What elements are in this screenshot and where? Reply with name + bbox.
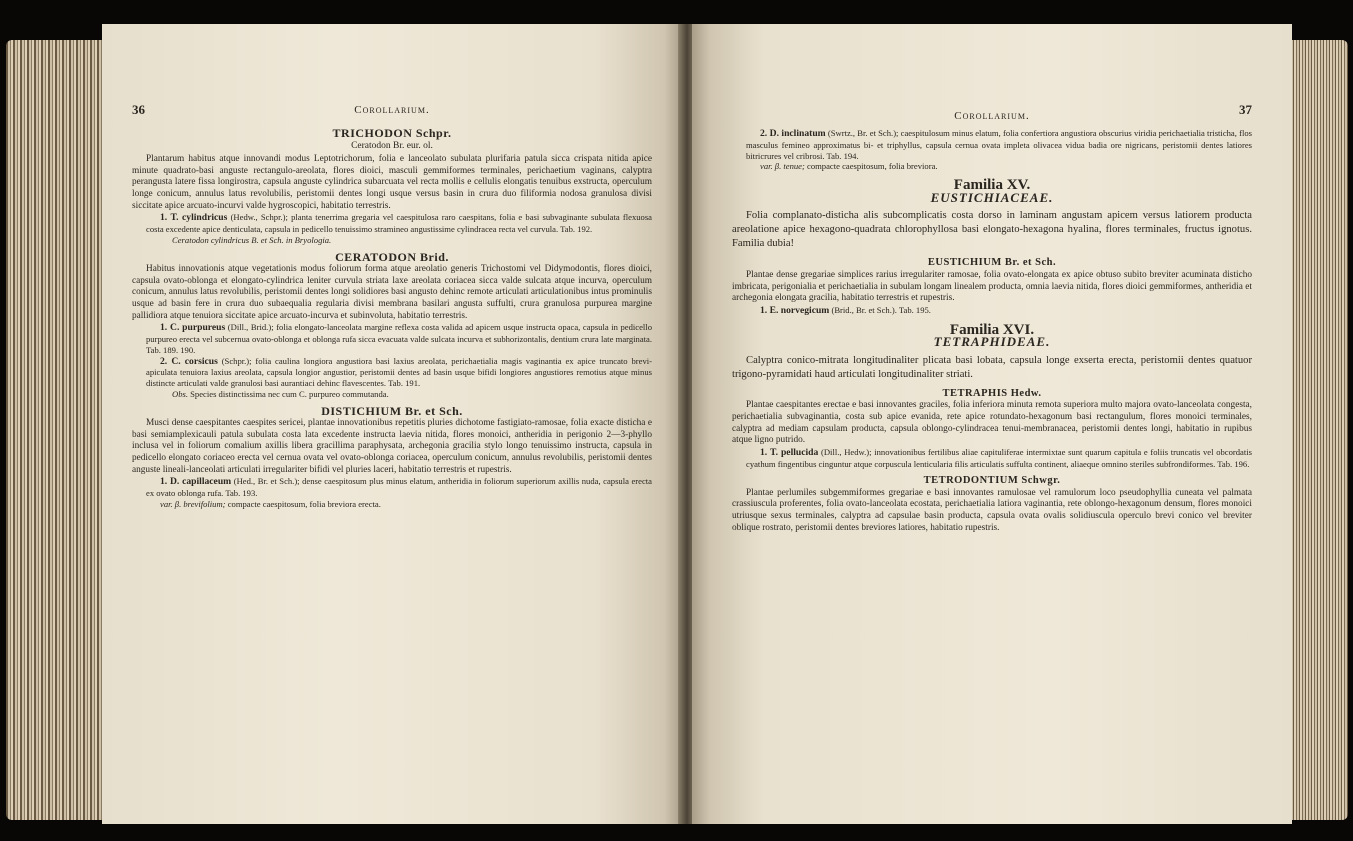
variety-entry [732, 161, 1252, 172]
plate-reference: Tab. 192. [560, 223, 593, 234]
left-page [102, 24, 682, 824]
species-text: planta tenerrima gregaria vel caespitulosa raro caespitans, folia e basi subvaginante subulata flexuosa costa excedente apice denticulata, capsula in pedicello tenuissimo stramineo angustissime cylindracea recta vel curvula. [146, 212, 652, 234]
genus-description: Plantarum habitus atque innovandi modus Leptotrichorum, folia e lanceolato subulata plurifaria patula sicca crispata nitida apice minute quadrato-basi anguste rectangulo-areolata, flores dioici, masculi gemmiformes terminales, perichaetium vaginans, calyptra perangusta latere fissa longirostra, capsula anguste cylindrica subarcuata vel recta mollis e cellulis elongatis tenuibus exstructa, operculum longe conicum, annulus latus revolubilis, peristomii dentes longi usque versus basin in crura duo filiformia nodosa granulosa divisi siccitate apice arcuato-incurvi valde hygroscopici, habitatio terrestris. [132, 154, 652, 211]
variety-text: compacte caespitosum, folia breviora erecta. [227, 498, 381, 509]
species-name: 2. D. inclinatum [760, 128, 826, 139]
species-authors: (Hed., Br. et Sch.); [233, 476, 300, 487]
plate-reference: Tab. 194. [826, 150, 859, 161]
obs-text: Species distinctissima nec cum C. purpureo commutanda. [190, 388, 389, 399]
page-edges-left [6, 40, 106, 820]
plate-reference: Tab. 191. [388, 378, 421, 389]
genus-description: Musci dense caespitantes caespites sericei, plantae innovationibus repetitis pluries dichotome fastigiato-ramosae, folia exacte disticha e basi semiamplexicauli patula subulata costa lata excedente instructa laevia nitida, flores monoici, antheridia in perigonio 2—3-phyllo inclusa vel in foliorum comalium axillis libera gracillima paraphysata, archegonia gracilia stylo longo tenuissimo instructa, capsula in pedicello elongato coriaceo erecta vel cernua ovata vel ovato-oblonga coriacea, operculum conicum, annulus revolubilis, peristomii dentes anguste lineali-lanceolati articulati irregulariter bifidi vel pluries laceri, habitatio terrestris et rupestris. [132, 418, 652, 475]
species-entry [132, 322, 652, 355]
genus-title: TETRODONTIUM Schwgr. [923, 475, 1061, 487]
running-head: Corollarium. [354, 104, 430, 116]
species-text: folia elongato-lanceolata margine reflexa costa valida ad apicem usque instructa opaca, capsula in pedicello purpureo erecta vel subcernua ovato-oblonga et oblonga rufa sicca evacuata valde sulcata incurva et subhorizontalis, dentium crura late marginata. [146, 322, 652, 344]
species-text: innovationibus fertilibus aliae capituliferae intermixtae sunt quarum capitula e foliis truncatis vel obcordatis cyathum fingentibus cinguntur atque corpuscula lenticularia filis articulatis suffulta continent, aliaeque omnino steriles subfrondiformes. [746, 446, 1252, 469]
species-entry [132, 476, 652, 499]
variety-entry [132, 499, 652, 510]
species-name: 1. D. capillaceum [160, 476, 232, 488]
page-number: 37 [1239, 102, 1252, 117]
variety-name: var. β. brevifolium; [160, 498, 226, 509]
genus-description: Plantae caespitantes erectae e basi innovantes graciles, folia inferiora minuta remota superiora multo majora ovato-lanceolata congesta, perichaetialia subvaginantia, costa sub apice evanida, rete apice rotundato-hexagonum basi rectangulum, flores monoici terminales, calyptra ad mediam capsulam producta, capsula oblongo-cylindracea tenui-membranacea, peristomii dentes longi, habitatio in rupibus atque ligno putrido. [732, 400, 1252, 446]
family-name: EUSTICHIACEAE. [930, 189, 1054, 205]
genus-title: TETRAPHIS Hedw. [942, 387, 1042, 399]
species-text: dense caespitosum plus minus elatum, antheridia in foliorum superiorum axillis nuda, capsula erecta ex ovato oblonga rufa. [146, 476, 652, 499]
synonym-text: Ceratodon cylindricus B. et Sch. in Bryologia. [172, 234, 332, 245]
family-label: Familia XV. [953, 177, 1031, 194]
variety-name: var. β. tenue; [760, 161, 805, 172]
genus-title: EUSTICHIUM Br. et Sch. [927, 257, 1057, 269]
species-text: folia caulina longiora angustiora basi laxius areolata, perichaetialia magis vaginantia ex apice truncato brevi-apiculata tenuiora laxius areolata, capsula longior angustior, peristomii dentes ad basin usque bifidi longiores angustiores remotius atque minus distincte articulati valde granulosi basi aurantiaci dehinc flavescentes. [146, 355, 652, 389]
species-entry [732, 305, 1252, 317]
species-name: 1. E. norvegicum [760, 304, 830, 316]
open-book [6, 18, 1348, 834]
family-description: Folia complanato-disticha alis subcomplicatis costa dorso in laminam angustam apicem versus latiorem producta areolatione apice hexagono-quadrata chlorophyllosa basi elongato-hexagona hyalina, flores terminales, fructus ignotus. Familia dubia! [732, 210, 1252, 250]
species-authors: (Swrtz., Br. et Sch.); [827, 128, 899, 138]
species-entry [732, 447, 1252, 470]
species-entry [132, 356, 652, 389]
genus-description: Habitus innovationis atque vegetationis modus foliorum forma atque areolatio generis Trichostomi vel Didymodontis, flores dioici, capsula ovato-oblonga et elongato-cylindrica leniter curvula striata laxe areolata coriacea sicca valde sulcata atque incurva, operculum conicum, annulus latus revolubilis, peristomii dentes longi solidiores basi angusto dehinc remote articulati articulationibus intus prominulis usque ad basin fere in crura duo subaequalia regularia divisi membrana basilari angusta suffulti, crura granulosa purpurea margine pallidiora atque tenuiora siccitate apice arcuato-incurva et subinvoluta, habitatio terrestris. [132, 264, 652, 321]
species-name: 2. C. corsicus [160, 355, 218, 367]
family-description-block [732, 354, 1252, 382]
species-entry [732, 128, 1252, 161]
page-number: 36 [132, 102, 145, 117]
plate-reference: Tab. 189. 190. [146, 344, 196, 355]
family-description: Calyptra conico-mitrata longitudinaliter plicata basi lobata, capsula longe exserta erecta, peristomii dentes quatuor trigono-pyramidati haud articulati longitudinaliter striati. [732, 354, 1252, 380]
page-edges-right [1288, 40, 1348, 820]
family-label: Familia XVI. [949, 321, 1035, 338]
species-name: 1. T. cylindricus [160, 212, 228, 224]
genus-subtitle: Ceratodon Br. eur. ol. [351, 140, 433, 151]
plate-reference: Tab. 195. [898, 304, 931, 315]
species-authors: (Brid., Br. et Sch.). [831, 304, 897, 315]
genus-title: CERATODON Brid. [335, 249, 449, 264]
species-entry [132, 212, 652, 235]
species-note [132, 235, 652, 246]
right-page [692, 24, 1292, 824]
plate-reference: Tab. 196. [1217, 458, 1250, 469]
observation-note [132, 389, 652, 400]
genus-title: TRICHODON Schpr. [332, 126, 452, 140]
species-authors: (Schpr.); [221, 355, 252, 366]
genus-description: Plantae perlumiles subgemmiformes gregariae e basi innovantes ramulosae vel ramulorum loco pseudophyllia cuneata vel palmata crassiuscula proferentes, folia ovato-lanceolata ecostata, perichaetialia latiora vaginantia, rete oblongo-hexagonum densum, flores monoici utriusque sexus terminales, calyptra ad capsulae basin producta, capsula ovata ovalis solidiuscula operculo brevi conico vel breviter oblique rostrato, peristomii dentes breviores latiores, habitatio rupestris. [732, 487, 1252, 533]
plate-reference: Tab. 193. [225, 488, 258, 499]
family-name: TETRAPHIDEAE. [933, 334, 1051, 350]
obs-label: Obs. [172, 388, 188, 399]
genus-description: Plantae dense gregariae simplices rarius irregulariter ramosae, folia ovato-elongata ex apice obtuso subito breviter acuminata disticho imbricata, perigonialia et perichaetialia in subulam longam linealem producta, omnia laevia nitida, flores dioici gemmiformes, antheridia et archegonia elongata gracilia, habitatio terrestris et rupestris. [732, 269, 1252, 304]
species-authors: (Dill., Brid.); [227, 322, 274, 333]
variety-text: compacte caespitosum, folia breviora. [807, 161, 938, 172]
species-name: 1. C. purpureus [160, 322, 226, 334]
species-authors: (Dill., Hedw.); [820, 446, 872, 457]
left-column [132, 124, 652, 510]
right-column [732, 128, 1252, 534]
species-text: caespitulosum minus elatum, folia confertiora angustiora obscurius viridia perichaetialia tristicha, flos masculus femineo approximatus bi- et triphyllus, capsula cernua ovata impleta olivacea vidua badia ore nigricans, peristomii dentes latiores bitricrures vel cribrosi. [746, 128, 1252, 161]
family-description-block [732, 209, 1252, 251]
genus-title: DISTICHIUM Br. et Sch. [321, 403, 463, 418]
running-head: Corollarium. [954, 110, 1030, 122]
species-name: 1. T. pellucida [760, 446, 819, 458]
species-authors: (Hedw., Schpr.); [230, 212, 288, 223]
